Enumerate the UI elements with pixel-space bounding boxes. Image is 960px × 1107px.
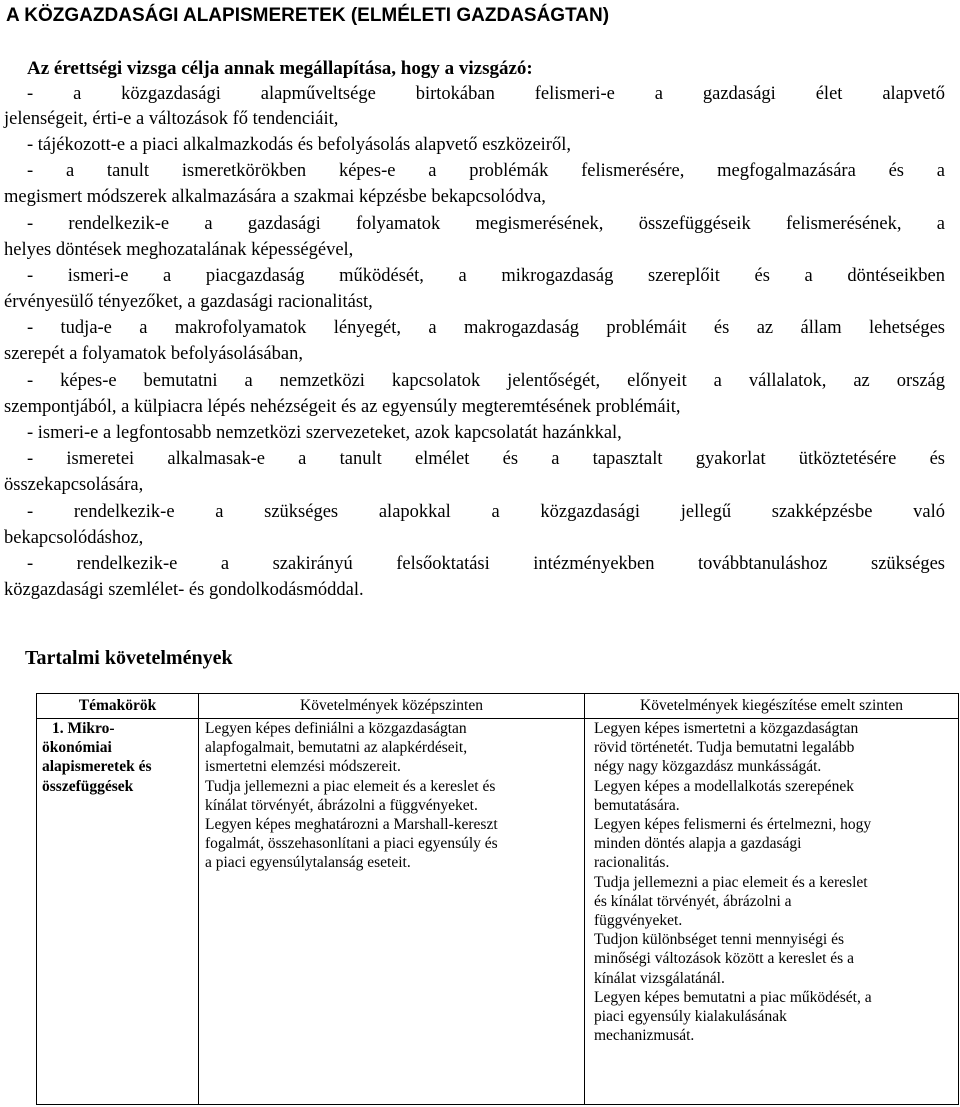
goal-line: jelenségeit, érti-e a változások fő tendenciáit,	[4, 109, 339, 129]
requirement-line: ismertetni elemzési módszereit.	[205, 758, 401, 776]
goal-line: - ismeretei alkalmasak-e a tanult elmélet és a tapasztalt gyakorlat ütköztetésére és	[27, 449, 945, 469]
header-topics: Témakörök	[37, 694, 199, 719]
requirement-line: bemutatására.	[594, 796, 680, 814]
basic-requirements-cell	[199, 719, 585, 1105]
table-row	[37, 719, 959, 1105]
goal-line: szempontjából, a külpiacra lépés nehézségeit és az egyensúly megteremtésének problémáit,	[4, 397, 681, 417]
goal-line: - a közgazdasági alapműveltsége birtokában felismeri-e a gazdasági élet alapvető	[27, 84, 945, 104]
requirements-table	[36, 693, 959, 1105]
requirement-line: rövid történetét. Tudja bemutatni legalább	[594, 739, 855, 757]
requirement-line: Legyen képes ismertetni a közgazdaságtan	[594, 720, 859, 737]
goal-line: - ismeri-e a piacgazdaság működését, a mikrogazdaság szereplőit és a döntéseikben	[27, 266, 945, 286]
goal-heading: Az érettségi vizsga célja annak megállapítása, hogy a vizsgázó:	[27, 58, 533, 79]
goal-line: - képes-e bemutatni a nemzetközi kapcsolatok jelentőségét, előnyeit a vállalatok, az ország	[27, 371, 945, 391]
goal-line: összekapcsolására,	[4, 475, 144, 495]
goal-line: megismert módszerek alkalmazására a szakmai képzésbe bekapcsolódva,	[4, 187, 546, 207]
topic-cell	[37, 719, 199, 1105]
requirement-line: Tudja jellemezni a piac elemeit és a kereslet	[594, 873, 868, 891]
requirement-line: Legyen képes bemutatni a piac működését, a	[594, 988, 872, 1006]
table-header-row	[37, 694, 959, 719]
goal-line: - rendelkezik-e a szakirányú felsőoktatási intézményekben továbbtanuláshoz szükséges	[27, 554, 945, 574]
advanced-requirements-cell	[585, 719, 959, 1105]
requirement-line: Legyen képes definiálni a közgazdaságtan	[205, 720, 467, 737]
goal-line: - rendelkezik-e a szükséges alapokkal a közgazdasági jellegű szakképzésbe való	[27, 502, 945, 522]
goal-line: - tudja-e a makrofolyamatok lényegét, a makrogazdaság problémáit és az állam lehetséges	[27, 318, 945, 338]
requirement-line: Legyen képes felismerni és értelmezni, hogy	[594, 816, 872, 834]
requirement-line: kínálat vizsgálatánál.	[594, 969, 725, 987]
document-title: A KÖZGAZDASÁGI ALAPISMERETEK (ELMÉLETI GAZDASÁGTAN)	[6, 5, 610, 26]
goal-line: - a tanult ismeretkörökben képes-e a problémák felismerésére, megfogalmazására és a	[27, 161, 945, 181]
goal-line: szerepét a folyamatok befolyásolásában,	[4, 344, 303, 364]
section-title: Tartalmi követelmények	[25, 647, 233, 669]
requirement-line: piaci egyensúly kialakulásának	[594, 1008, 787, 1026]
goal-line: közgazdasági szemlélet- és gondolkodásmóddal.	[4, 580, 364, 600]
requirement-line: a piaci egyensúlytalanság eseteit.	[205, 854, 411, 872]
topic-line: összefüggések	[42, 777, 134, 795]
goal-line: - ismeri-e a legfontosabb nemzetközi szervezeteket, azok kapcsolatát hazánkkal,	[27, 423, 622, 443]
requirement-line: és kínálat törvényét, ábrázolni a	[594, 892, 792, 910]
requirement-line: Tudjon különbséget tenni mennyiségi és	[594, 931, 844, 949]
goal-line: bekapcsolódáshoz,	[4, 528, 144, 548]
header-advanced-level: Követelmények kiegészítése emelt szinten	[585, 694, 959, 719]
requirement-line: minőségi változások között a kereslet és a	[594, 950, 854, 968]
requirement-line: kínálat törvényét, ábrázolni a függvényeket.	[205, 796, 478, 814]
requirement-line: Tudja jellemezni a piac elemeit és a kereslet és	[205, 777, 496, 795]
goal-line: helyes döntések meghozatalának képességével,	[4, 240, 354, 260]
header-basic-level: Követelmények középszinten	[199, 694, 585, 719]
requirement-line: alapfogalmait, bemutatni az alapkérdéseit,	[205, 739, 468, 757]
goal-line: - rendelkezik-e a gazdasági folyamatok megismerésének, összefüggéseik felismerésének, a	[27, 214, 945, 234]
requirement-line: minden döntés alapja a gazdasági	[594, 835, 802, 853]
requirement-line: négy nagy közgazdász munkásságát.	[594, 758, 822, 776]
requirement-line: függvényeket.	[594, 912, 683, 930]
requirement-line: mechanizmusát.	[594, 1027, 695, 1045]
topic-line: 1. Mikro-	[52, 720, 115, 737]
requirement-line: Legyen képes meghatározni a Marshall-kereszt	[205, 816, 498, 834]
topic-line: ökonómiai	[42, 739, 112, 757]
goal-line: - tájékozott-e a piaci alkalmazkodás és befolyásolás alapvető eszközeiről,	[27, 135, 571, 155]
requirement-line: fogalmát, összehasonlítani a piaci egyensúly és	[205, 835, 498, 853]
topic-line: alapismeretek és	[42, 758, 152, 776]
requirement-line: Legyen képes a modellalkotás szerepének	[594, 777, 854, 795]
goal-line: érvényesülő tényezőket, a gazdasági racionalitást,	[4, 292, 373, 312]
requirement-line: racionalitás.	[594, 854, 670, 872]
